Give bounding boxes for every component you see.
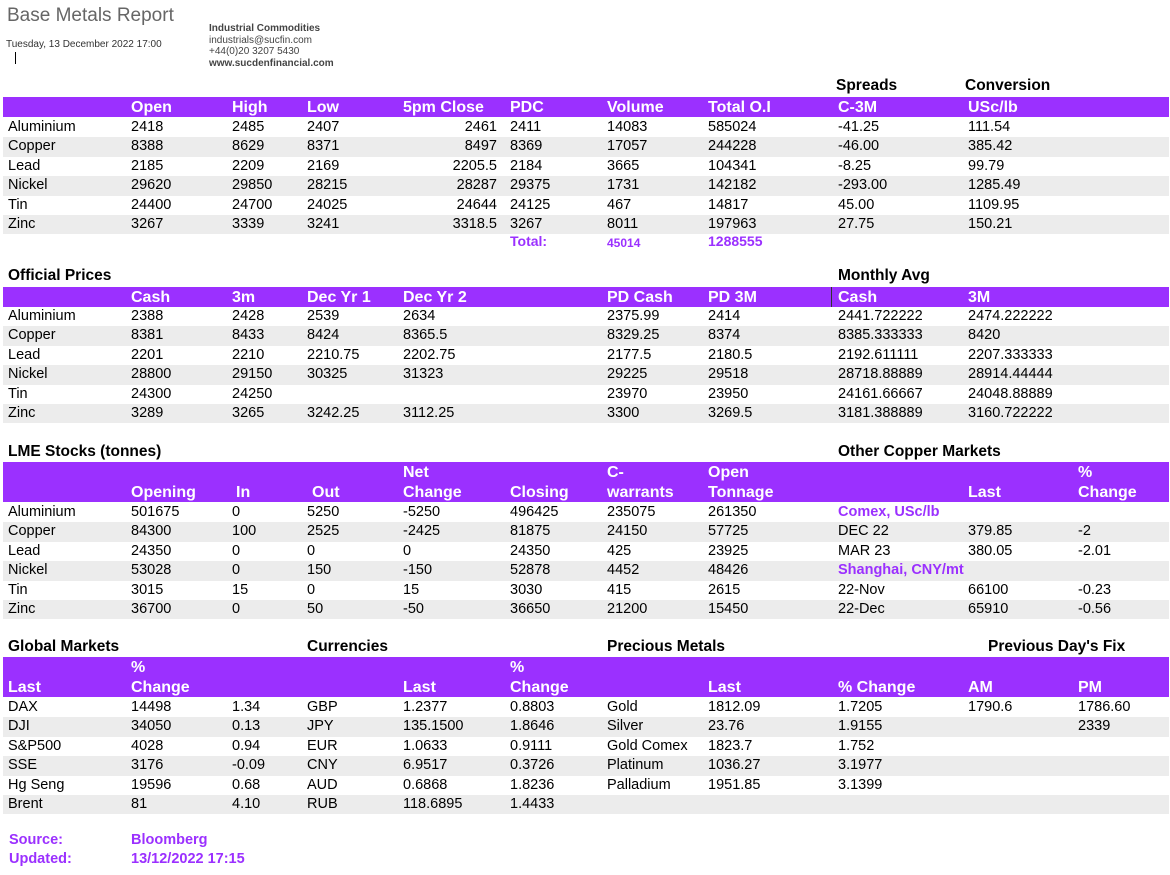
base-cell: -293.00 bbox=[838, 177, 888, 194]
global-cell: 23.76 bbox=[708, 718, 745, 735]
official-cell: 23970 bbox=[607, 385, 648, 402]
official-cell: 24048.88889 bbox=[968, 385, 1053, 402]
market-subheading: Comex, USc/lb bbox=[838, 504, 940, 520]
official-cell: 29150 bbox=[232, 366, 273, 383]
stocks-cell: 15 bbox=[403, 581, 420, 598]
official-cell: 29225 bbox=[607, 366, 648, 383]
stocks-cell: 496425 bbox=[510, 504, 559, 520]
contract-change: -2 bbox=[1078, 523, 1091, 540]
base-cell: 27.75 bbox=[838, 216, 875, 232]
index-name: Brent bbox=[8, 796, 43, 812]
stocks-cell: 0 bbox=[232, 504, 241, 520]
contract-name: 22-Dec bbox=[838, 601, 885, 617]
global-cell: 0.13 bbox=[232, 718, 261, 735]
metal-name: Tin bbox=[8, 196, 28, 213]
global-header-top: % bbox=[131, 659, 146, 676]
stocks-header-cell: Closing bbox=[510, 484, 569, 501]
official-cell: 8365.5 bbox=[403, 327, 448, 344]
official-cell: 8420 bbox=[968, 327, 1001, 344]
base-cell: 3267 bbox=[131, 216, 164, 232]
base-cell: 28215 bbox=[307, 177, 348, 194]
global-cell: 19596 bbox=[131, 776, 172, 793]
base-cell: 24025 bbox=[307, 196, 348, 213]
global-cell: 6.9517 bbox=[403, 757, 448, 774]
report-title: Base Metals Report bbox=[7, 5, 174, 26]
official-cell: 2375.99 bbox=[607, 308, 660, 324]
base-cell: 2169 bbox=[307, 157, 340, 174]
official-cell: 28718.88889 bbox=[838, 366, 923, 383]
base-cell: 3339 bbox=[232, 216, 265, 232]
stocks-cell: 5250 bbox=[307, 504, 340, 520]
official-cell: 2180.5 bbox=[708, 346, 753, 363]
official-cell: 2202.75 bbox=[403, 346, 456, 363]
official-cell: 8381 bbox=[131, 327, 164, 344]
official-cell: 2207.333333 bbox=[968, 346, 1053, 363]
official-cell: 28800 bbox=[131, 366, 172, 383]
official-header-cell: 3m bbox=[232, 289, 256, 306]
official-cell: 2177.5 bbox=[607, 346, 652, 363]
global-cell: 1.8646 bbox=[510, 718, 555, 735]
header-divider bbox=[831, 287, 832, 307]
stocks-cell: 52878 bbox=[510, 562, 551, 579]
official-cell: 28914.44444 bbox=[968, 366, 1053, 383]
official-header-cell: Cash bbox=[838, 289, 878, 306]
stocks-cell: 0 bbox=[307, 581, 316, 598]
global-cell: 3.1399 bbox=[838, 776, 883, 793]
official-header-cell: Dec Yr 2 bbox=[403, 289, 467, 306]
metal-name: Zinc bbox=[8, 405, 36, 421]
official-cell: 2428 bbox=[232, 308, 265, 324]
stocks-cell: 36650 bbox=[510, 601, 551, 617]
global-cell: GBP bbox=[307, 699, 338, 715]
official-prices-heading: Official Prices bbox=[8, 267, 112, 284]
index-name: DJI bbox=[8, 718, 30, 735]
base-cell: 2185 bbox=[131, 157, 164, 174]
market-subheading: Shanghai, CNY/mt bbox=[838, 562, 964, 579]
stocks-header-cell: Tonnage bbox=[708, 484, 774, 501]
base-cell: -46.00 bbox=[838, 138, 880, 155]
stocks-cell: 15450 bbox=[708, 601, 749, 617]
global-cell: 0.94 bbox=[232, 737, 261, 754]
base-cell: 142182 bbox=[708, 177, 757, 194]
stocks-cell: 48426 bbox=[708, 562, 749, 579]
source-label: Source: bbox=[9, 832, 63, 848]
base-cell: 28287 bbox=[456, 177, 497, 194]
metal-name: Lead bbox=[8, 346, 41, 363]
official-cell: 3289 bbox=[131, 405, 164, 421]
base-cell: 8497 bbox=[464, 138, 497, 155]
base-cell: 8369 bbox=[510, 138, 543, 155]
stocks-cell: 501675 bbox=[131, 504, 180, 520]
stocks-cell: 21200 bbox=[607, 601, 648, 617]
global-cell: 1.0633 bbox=[403, 737, 448, 754]
metal-name: Zinc bbox=[8, 216, 36, 232]
base-cell: 8011 bbox=[607, 216, 639, 232]
updated-label: Updated: bbox=[9, 851, 72, 867]
stocks-cell: 261350 bbox=[708, 504, 757, 520]
official-header-cell: PD 3M bbox=[708, 289, 757, 306]
metal-name: Lead bbox=[8, 157, 41, 174]
stocks-cell: 100 bbox=[232, 523, 257, 540]
base-cell: 8629 bbox=[232, 138, 265, 155]
global-cell: 118.6895 bbox=[403, 796, 463, 812]
official-cell: 24250 bbox=[232, 385, 273, 402]
official-cell: 2388 bbox=[131, 308, 164, 324]
base-cell: 244228 bbox=[708, 138, 757, 155]
base-cell: 467 bbox=[607, 196, 632, 213]
stocks-header-cell: Last bbox=[968, 484, 1001, 501]
global-cell: 0.8803 bbox=[510, 699, 555, 715]
stocks-cell: 415 bbox=[607, 581, 632, 598]
stocks-cell: 84300 bbox=[131, 523, 172, 540]
contract-last: 66100 bbox=[968, 581, 1009, 598]
base-cell: 3318.5 bbox=[452, 216, 497, 232]
global-cell: 1036.27 bbox=[708, 757, 761, 774]
index-name: DAX bbox=[8, 699, 38, 715]
company-name: Industrial Commodities bbox=[209, 23, 321, 34]
metal-name: Nickel bbox=[8, 177, 48, 194]
global-cell: 81 bbox=[131, 796, 148, 812]
stocks-cell: -2425 bbox=[403, 523, 441, 540]
source-value: Bloomberg bbox=[131, 832, 208, 848]
other-copper-heading: Other Copper Markets bbox=[838, 443, 1001, 460]
base-cell: 385.42 bbox=[968, 138, 1013, 155]
global-cell: 1951.85 bbox=[708, 776, 761, 793]
base-cell: 8371 bbox=[307, 138, 340, 155]
base-cell: 3241 bbox=[307, 216, 340, 232]
global-cell: -0.09 bbox=[232, 757, 266, 774]
official-cell: 2474.222222 bbox=[968, 308, 1053, 324]
stocks-cell: 24350 bbox=[510, 542, 551, 559]
stocks-cell: 0 bbox=[232, 601, 241, 617]
global-cell: Palladium bbox=[607, 776, 671, 793]
base-cell: 14083 bbox=[607, 119, 648, 135]
official-cell: 30325 bbox=[307, 366, 348, 383]
official-cell: 24300 bbox=[131, 385, 172, 402]
contract-name: MAR 23 bbox=[838, 542, 891, 559]
official-cell: 2539 bbox=[307, 308, 340, 324]
stocks-cell: 2525 bbox=[307, 523, 340, 540]
stocks-header-top: Net bbox=[403, 464, 429, 481]
stocks-cell: 0 bbox=[232, 542, 241, 559]
website-link[interactable]: www.sucdenfinancial.com bbox=[209, 57, 334, 69]
global-cell: 1790.6 bbox=[968, 699, 1013, 715]
global-cell: 1.7205 bbox=[838, 699, 883, 715]
base-header-cell: Total O.I bbox=[708, 99, 771, 116]
base-cell: 197963 bbox=[708, 216, 757, 232]
stocks-cell: 0 bbox=[232, 562, 241, 579]
global-cell: Gold bbox=[607, 699, 638, 715]
metal-name: Copper bbox=[8, 138, 56, 155]
base-cell: 17057 bbox=[607, 138, 648, 155]
base-header-cell: Volume bbox=[607, 99, 664, 116]
base-cell: 8388 bbox=[131, 138, 164, 155]
base-cell: 2461 bbox=[464, 119, 497, 135]
official-cell: 3242.25 bbox=[307, 405, 360, 421]
base-header-cell: Low bbox=[307, 99, 339, 116]
official-cell: 8329.25 bbox=[607, 327, 660, 344]
global-cell: 1.752 bbox=[838, 737, 875, 754]
global-cell: Platinum bbox=[607, 757, 664, 774]
metal-name: Tin bbox=[8, 581, 28, 598]
official-cell: 2634 bbox=[403, 308, 436, 324]
global-cell: Silver bbox=[607, 718, 644, 735]
base-cell: 2184 bbox=[510, 157, 543, 174]
base-cell: 2418 bbox=[131, 119, 164, 135]
stocks-header-cell: Out bbox=[312, 484, 340, 501]
base-cell: 111.54 bbox=[968, 119, 1011, 135]
global-cell: 135.1500 bbox=[403, 718, 464, 735]
spreads-heading: Spreads bbox=[836, 77, 898, 94]
previous-fix-heading: Previous Day's Fix bbox=[988, 638, 1126, 655]
base-cell: -41.25 bbox=[838, 119, 880, 135]
stocks-header-cell: Change bbox=[403, 484, 462, 501]
stocks-cell: 57725 bbox=[708, 523, 749, 540]
global-cell: 0.68 bbox=[232, 776, 261, 793]
stocks-cell: 50 bbox=[307, 601, 324, 617]
global-markets-heading: Global Markets bbox=[8, 638, 120, 655]
stocks-cell: 0 bbox=[403, 542, 412, 559]
global-header-cell: Last bbox=[8, 679, 41, 696]
global-cell: 1.34 bbox=[232, 699, 261, 715]
metal-name: Zinc bbox=[8, 601, 36, 617]
report-date: Tuesday, 13 December 2022 17:00 bbox=[6, 39, 162, 50]
official-cell: 3112.25 bbox=[403, 405, 455, 421]
metal-name: Lead bbox=[8, 542, 41, 559]
base-cell: 3665 bbox=[607, 157, 640, 174]
official-cell: 3181.388889 bbox=[838, 405, 923, 421]
stocks-header-top: Open bbox=[708, 464, 749, 481]
contact-email[interactable]: industrials@sucfin.com bbox=[209, 34, 312, 46]
stocks-header-cell: Change bbox=[1078, 484, 1137, 501]
base-cell: 104341 bbox=[708, 157, 757, 174]
stocks-cell: 15 bbox=[232, 581, 249, 598]
base-header-cell: Open bbox=[131, 99, 172, 116]
total-open-interest: 1288555 bbox=[708, 233, 763, 249]
stocks-cell: 36700 bbox=[131, 601, 172, 617]
global-cell: JPY bbox=[307, 718, 334, 735]
stocks-cell: 53028 bbox=[131, 562, 172, 579]
stocks-cell: 3015 bbox=[131, 581, 164, 598]
base-cell: 585024 bbox=[708, 119, 757, 135]
stocks-header-cell: In bbox=[236, 484, 251, 501]
official-cell: 2192.611111 bbox=[838, 346, 919, 363]
global-cell: 34050 bbox=[131, 718, 172, 735]
stocks-cell: 24350 bbox=[131, 542, 172, 559]
global-cell: 3.1977 bbox=[838, 757, 883, 774]
stocks-cell: -150 bbox=[403, 562, 433, 579]
base-cell: 24700 bbox=[232, 196, 273, 213]
base-cell: 3267 bbox=[510, 216, 543, 232]
stocks-cell: 2615 bbox=[708, 581, 741, 598]
global-cell: 0.6868 bbox=[403, 776, 448, 793]
official-cell: 2441.722222 bbox=[838, 308, 923, 324]
stocks-cell: 24150 bbox=[607, 523, 648, 540]
base-header-cell: High bbox=[232, 99, 268, 116]
index-name: Hg Seng bbox=[8, 776, 65, 793]
currencies-heading: Currencies bbox=[307, 638, 388, 655]
base-cell: 1285.49 bbox=[968, 177, 1021, 194]
global-cell: 4.10 bbox=[232, 796, 261, 812]
global-cell: 1786.60 bbox=[1078, 699, 1131, 715]
base-cell: 2209 bbox=[232, 157, 265, 174]
official-header-cell: PD Cash bbox=[607, 289, 673, 306]
contract-name: DEC 22 bbox=[838, 523, 889, 540]
stocks-cell: 150 bbox=[307, 562, 332, 579]
stocks-cell: 4452 bbox=[607, 562, 640, 579]
official-cell: 2210.75 bbox=[307, 346, 360, 363]
official-header-cell: Dec Yr 1 bbox=[307, 289, 371, 306]
metal-name: Tin bbox=[8, 385, 28, 402]
base-cell: 1731 bbox=[607, 177, 640, 194]
global-cell: EUR bbox=[307, 737, 338, 754]
official-header-cell: 3M bbox=[968, 289, 991, 306]
global-header-top: % bbox=[510, 659, 525, 676]
stocks-cell: 3030 bbox=[510, 581, 543, 598]
contract-last: 380.05 bbox=[968, 542, 1013, 559]
global-cell: 0.9111 bbox=[510, 737, 553, 754]
official-cell: 29518 bbox=[708, 366, 749, 383]
global-cell: AUD bbox=[307, 776, 338, 793]
global-cell: 1812.09 bbox=[708, 699, 761, 715]
base-cell: 29620 bbox=[131, 177, 172, 194]
official-cell: 23950 bbox=[708, 385, 749, 402]
contract-name: 22-Nov bbox=[838, 581, 885, 598]
metal-name: Copper bbox=[8, 523, 56, 540]
official-cell: 8374 bbox=[708, 327, 741, 344]
global-cell: RUB bbox=[307, 796, 338, 812]
base-cell: 24644 bbox=[456, 196, 497, 213]
base-cell: -8.25 bbox=[838, 157, 872, 174]
row-shade bbox=[3, 756, 1169, 775]
base-cell: 2205.5 bbox=[452, 157, 497, 174]
stocks-header-top: % bbox=[1078, 464, 1093, 481]
metal-name: Nickel bbox=[8, 366, 48, 383]
metal-name: Aluminium bbox=[8, 119, 76, 135]
official-cell: 8424 bbox=[307, 327, 340, 344]
row-shade bbox=[3, 717, 1169, 736]
contact-block bbox=[209, 23, 334, 69]
base-cell: 150.21 bbox=[968, 216, 1013, 232]
global-cell: 3176 bbox=[131, 757, 164, 774]
global-cell: CNY bbox=[307, 757, 338, 774]
contract-change: -2.01 bbox=[1078, 542, 1112, 559]
base-cell: 2407 bbox=[307, 119, 340, 135]
index-name: SSE bbox=[8, 757, 38, 774]
official-header-bar bbox=[3, 287, 1169, 307]
official-cell: 3160.722222 bbox=[968, 405, 1053, 421]
official-cell: 2414 bbox=[708, 308, 741, 324]
global-header-cell: AM bbox=[968, 679, 993, 696]
base-header-cell: PDC bbox=[510, 99, 544, 116]
global-header-cell: Last bbox=[708, 679, 741, 696]
monthly-avg-heading: Monthly Avg bbox=[838, 267, 930, 284]
base-header-cell: USc/lb bbox=[968, 99, 1018, 116]
base-header-cell: 5pm Close bbox=[403, 99, 484, 116]
base-cell: 29850 bbox=[232, 177, 273, 194]
metal-name: Copper bbox=[8, 327, 56, 344]
official-cell: 2201 bbox=[131, 346, 164, 363]
metal-name: Aluminium bbox=[8, 308, 76, 324]
global-header-cell: PM bbox=[1078, 679, 1102, 696]
row-shade bbox=[3, 795, 1169, 814]
lme-stocks-heading: LME Stocks (tonnes) bbox=[8, 443, 162, 460]
global-header-cell: Change bbox=[510, 679, 569, 696]
base-header-cell: C-3M bbox=[838, 99, 878, 116]
global-cell: 2339 bbox=[1078, 718, 1111, 735]
text-cursor bbox=[15, 52, 16, 64]
stocks-cell: 0 bbox=[307, 542, 316, 559]
official-header-cell: Cash bbox=[131, 289, 171, 306]
stocks-cell: 81875 bbox=[510, 523, 551, 540]
global-cell: 1.4433 bbox=[510, 796, 555, 812]
base-cell: 24400 bbox=[131, 196, 172, 213]
stocks-cell: 235075 bbox=[607, 504, 656, 520]
official-cell: 3269.5 bbox=[708, 405, 753, 421]
contract-change: -0.56 bbox=[1078, 601, 1112, 617]
base-cell: 24125 bbox=[510, 196, 551, 213]
contract-last: 65910 bbox=[968, 601, 1009, 617]
row-shade bbox=[3, 561, 1169, 580]
official-cell: 3265 bbox=[232, 405, 265, 421]
stocks-cell: -50 bbox=[403, 601, 424, 617]
base-cell: 1109.95 bbox=[968, 196, 1020, 213]
official-cell: 8433 bbox=[232, 327, 265, 344]
stocks-cell: -5250 bbox=[403, 504, 441, 520]
global-header-cell: Change bbox=[131, 679, 190, 696]
index-name: S&P500 bbox=[8, 737, 62, 754]
precious-metals-heading: Precious Metals bbox=[607, 638, 726, 655]
updated-value: 13/12/2022 17:15 bbox=[131, 851, 245, 867]
global-cell: 1.2377 bbox=[403, 699, 448, 715]
metal-name: Aluminium bbox=[8, 504, 76, 520]
global-cell: 0.3726 bbox=[510, 757, 555, 774]
global-cell: 1823.7 bbox=[708, 737, 753, 754]
contract-change: -0.23 bbox=[1078, 581, 1112, 598]
conversion-heading: Conversion bbox=[965, 77, 1051, 94]
base-cell: 29375 bbox=[510, 177, 551, 194]
total-label: Total: bbox=[510, 233, 548, 249]
global-header-cell: % Change bbox=[838, 679, 916, 696]
global-cell: 1.9155 bbox=[838, 718, 883, 735]
global-cell: 14498 bbox=[131, 699, 172, 715]
base-cell: 14817 bbox=[708, 196, 749, 213]
global-cell: 1.8236 bbox=[510, 776, 555, 793]
official-cell: 2210 bbox=[232, 346, 265, 363]
official-cell: 8385.333333 bbox=[838, 327, 923, 344]
global-header-cell: Last bbox=[403, 679, 436, 696]
stocks-cell: 425 bbox=[607, 542, 632, 559]
base-cell: 45.00 bbox=[838, 196, 875, 213]
contact-phone: +44(0)20 3207 5430 bbox=[209, 46, 300, 57]
base-cell: 2411 bbox=[510, 119, 542, 135]
official-cell: 24161.66667 bbox=[838, 385, 923, 402]
global-cell: Gold Comex bbox=[607, 737, 688, 754]
stocks-header-top: C- bbox=[607, 464, 624, 481]
base-cell: 99.79 bbox=[968, 157, 1005, 174]
contract-last: 379.85 bbox=[968, 523, 1013, 540]
official-cell: 31323 bbox=[403, 366, 444, 383]
stocks-header-cell: Opening bbox=[131, 484, 196, 501]
total-volume: 45014 bbox=[607, 236, 641, 250]
metal-name: Nickel bbox=[8, 562, 48, 579]
stocks-cell: 23925 bbox=[708, 542, 749, 559]
stocks-header-cell: warrants bbox=[607, 484, 674, 501]
base-cell: 2485 bbox=[232, 119, 265, 135]
global-cell: 4028 bbox=[131, 737, 164, 754]
official-cell: 3300 bbox=[607, 405, 640, 421]
